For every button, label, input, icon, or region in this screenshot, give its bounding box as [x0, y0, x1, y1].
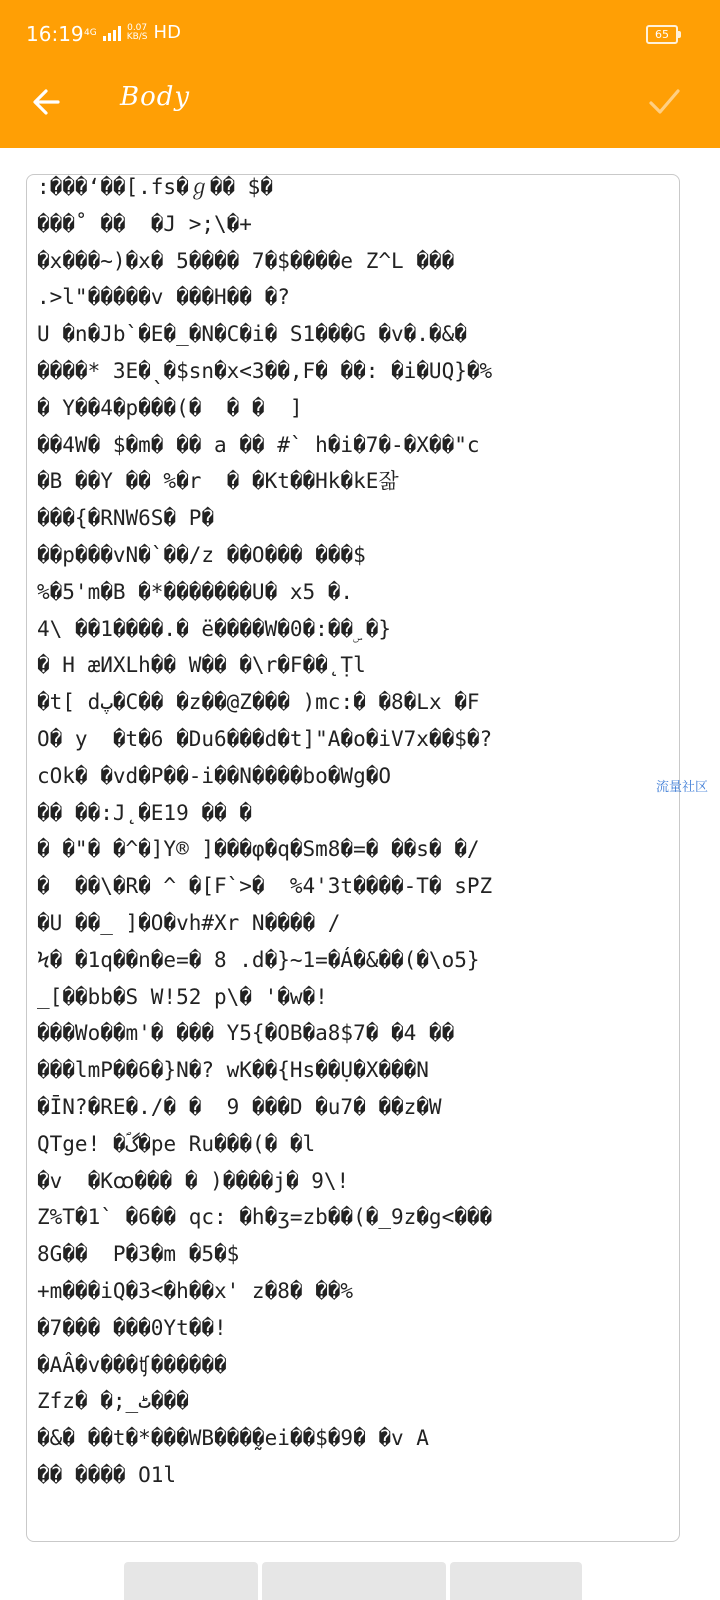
body-text-line: �� ��:J˛�E19 �� �: [37, 800, 252, 825]
body-text-line: �B ��Y �� %�r � �Kt��Hk�kE잚: [37, 469, 399, 494]
network-speed: [127, 24, 148, 42]
arrow-left-icon: [28, 82, 68, 122]
body-text-line: Ϟ� �1q��n�e=� 8 .d�}~1=�Á�&��(�\o5}: [37, 947, 480, 972]
body-text-line: � ��\�R� ^ �[F`>� %4'3t����-T� sPZ: [37, 874, 493, 899]
body-text-line: %�5'm�B �*�������U� x5 �.: [37, 579, 354, 604]
back-button[interactable]: [28, 82, 68, 122]
body-text-line: Z%T�1` �6�� qc: �h�ʒ=zb��(�_9z�g<���: [37, 1205, 493, 1230]
network-speed-unit: KB/S: [126, 31, 148, 42]
body-text-line: �� ���� O1l: [37, 1462, 177, 1487]
body-text-line: �t[ dپ�C�� �z��@Z��� )mc:� �8�Lx �F: [37, 690, 480, 715]
network-type: 4G: [84, 27, 97, 38]
status-indicators: [84, 22, 181, 43]
body-text-line: �x���~)�x� 5���� 7�$����e Z^L ���: [37, 248, 455, 273]
network-speed-value: 0.07: [127, 22, 148, 33]
body-text-line: 8G�� P�3�m �5�$: [37, 1242, 240, 1267]
checkmark-icon: [644, 82, 684, 122]
bottom-tab[interactable]: [262, 1562, 446, 1600]
body-text-line: _[��bb�S W!52 p\� '�w�!: [37, 984, 328, 1009]
body-text-line: ���lmP��6�}N�? wK��{Hs��Ụ�X���N: [37, 1058, 429, 1083]
body-text-line: :���ʻ��[.fs�ℊ�� $�: [37, 175, 273, 199]
body-text-line: Zfz� �;_ٹ���: [37, 1389, 189, 1414]
body-text-line: ����* 3E�ˎ�$sn�x<3��,F� ��: �i�UQ}�%: [37, 358, 493, 383]
body-text[interactable]: [37, 174, 669, 1494]
body-text-line: �&� ��t�*���WB���̰�ei��$�9� �v A: [37, 1426, 429, 1451]
confirm-button[interactable]: [644, 82, 684, 122]
body-text-line: ���Wo��m'� ��� Y5{�OB�a8$7� �4 ��: [37, 1021, 455, 1046]
bottom-tab[interactable]: [450, 1562, 582, 1600]
body-text-line: ��4W� $�m� �� a �� #` h�i�7�-�X��"c: [37, 432, 480, 457]
page-title: Body: [120, 82, 191, 112]
body-text-line: U �n�Jb`�E�_�N�C�i� S1���G �v�.�&�: [37, 322, 467, 347]
body-text-line: �v �Kꝏ��� � )����j� 9\!: [37, 1168, 350, 1193]
body-text-line: +m���iQ�3<�h��x' z�8� ��%: [37, 1278, 354, 1303]
body-text-line: �7��� ���0Yt��!: [37, 1315, 227, 1340]
body-text-line: � Y��4�p���(� � � ]: [37, 395, 303, 420]
watermark-label: 流量社区: [656, 780, 709, 795]
body-text-line: ��p���vN�`��/z ��O��� ���$: [37, 542, 366, 567]
status-time: 16:19: [26, 22, 84, 46]
app-header: [0, 0, 720, 148]
body-text-line: 4\ ��1����.� ë����W�0�:��ۣ �}: [37, 616, 392, 641]
body-text-line: cOk� �vd�P��-i��N����bo�Wg�O: [37, 763, 392, 788]
bottom-bar: [0, 1562, 720, 1600]
body-text-line: �AÂ�v���ʧ������: [37, 1352, 227, 1377]
body-text-line: � H æИXLh�� W�� �\r�F��̨ Ṭl: [37, 653, 366, 678]
body-text-line: �ĪN?�RE�./� � 9 ���D �u7� ��z�W: [37, 1094, 442, 1119]
body-text-line: �U ��_ ]�O�vh#Xr N���� /: [37, 910, 341, 935]
body-text-line: QTge! �ؐگ�pe Ru���(� �l: [37, 1131, 316, 1156]
status-bar: [0, 0, 720, 70]
body-text-editor[interactable]: [26, 174, 680, 1542]
body-text-line: � �"� �^�]Y® ]���φ�q�Sm8�=� ��s� �/: [37, 837, 480, 862]
bottom-tab[interactable]: [124, 1562, 258, 1600]
signal-icon: [103, 25, 121, 41]
body-text-line: O� y �t�6 �Du6���d�t]"A�o�iV7x��$�?: [37, 726, 493, 751]
body-text-line: ���˚ �� �J >;\�+: [37, 211, 252, 236]
battery-icon: 65: [646, 25, 678, 44]
body-text-line: ���{�RNW6S� P�: [37, 506, 215, 531]
hd-indicator: HD: [153, 22, 181, 43]
body-text-line: .>l"�����v ���H�� �?: [37, 285, 290, 310]
